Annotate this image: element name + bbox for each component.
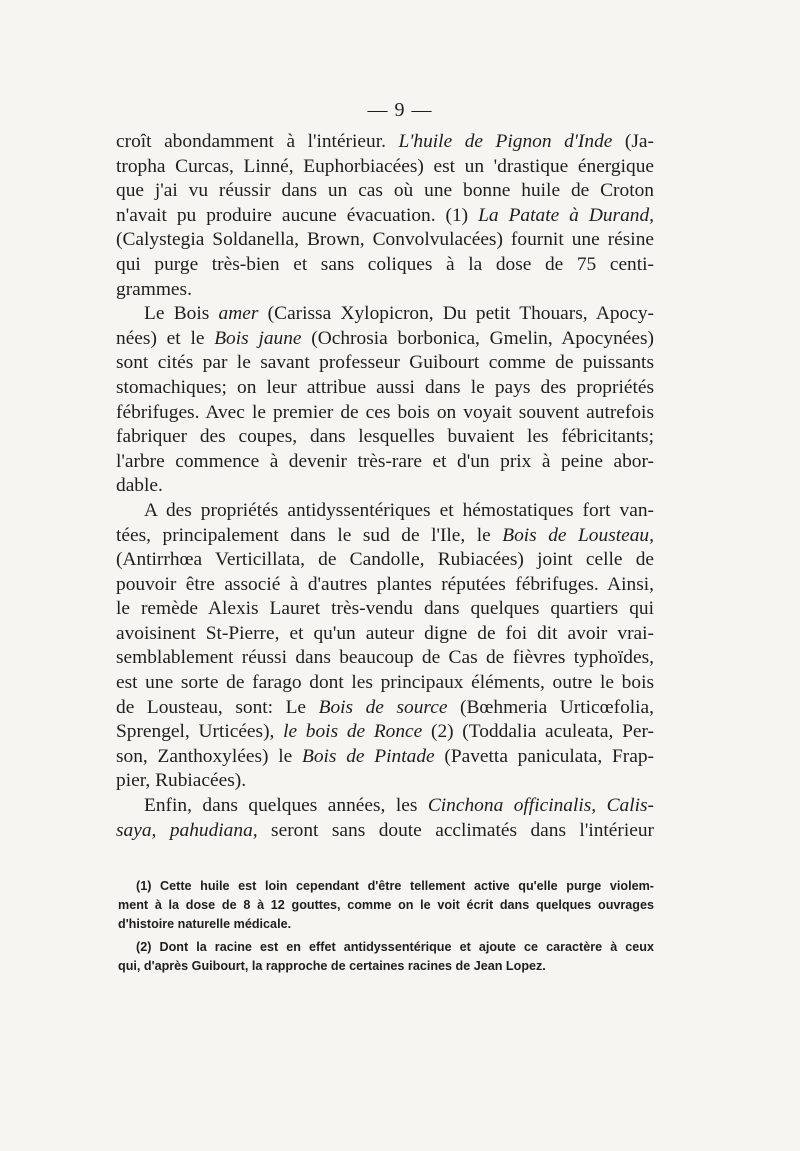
footnote-line: qui, d'après Guibourt, la rapproche de certaines racines de Jean Lopez. [118, 958, 546, 973]
text-segment: pouvoir être associé à d'autres plantes réputées fébrifuges. Ainsi, [116, 573, 654, 595]
italic-term: Bois de Lousteau, [502, 524, 654, 546]
text-line [116, 278, 654, 303]
text-line [116, 253, 654, 278]
text-line [116, 376, 654, 401]
text-line [116, 179, 654, 204]
italic-term: Bois de Pintade [302, 745, 435, 767]
text-line [116, 499, 654, 524]
text-segment: (Ochrosia borbonica, Gmelin, Apocynées) [301, 327, 654, 349]
text-line [116, 524, 654, 549]
footnote-line: (2) Dont la racine est en effet antidyssentérique et ajoute ce caractère à ceux [136, 939, 654, 954]
italic-term: La Patate à Durand, [478, 204, 655, 226]
text-line [116, 696, 654, 721]
text-line [116, 597, 654, 622]
text-line [116, 450, 654, 475]
text-segment: Enfin, dans quelques années, les [144, 795, 428, 817]
text-segment: l'arbre commence à devenir très-rare et d'un prix à peine abor- [116, 450, 654, 472]
italic-term: saya, pahudiana, [116, 819, 258, 841]
text-segment: est une sorte de farago dont les principaux éléments, outre le bois [116, 672, 654, 694]
text-line [116, 720, 654, 745]
italic-term: amer [218, 303, 259, 325]
text-line [116, 548, 654, 573]
footnote [118, 938, 654, 976]
text-segment: sont cités par le savant professeur Guibourt comme de puissants [116, 352, 654, 374]
text-line [116, 573, 654, 598]
footnote-line: (1) Cette huile est loin cependant d'être tellement active qu'elle purge violem- [136, 879, 654, 893]
text-segment: (Calystegia Soldanella, Brown, Convolvulacées) fournit une résine [116, 229, 654, 251]
text-line [116, 351, 654, 376]
text-line [116, 425, 654, 450]
text-segment: le remède Alexis Lauret très-vendu dans quelques quartiers qui [116, 598, 654, 620]
text-segment: son, Zanthoxylées) le [116, 745, 302, 767]
text-segment: fabriquer des coupes, dans lesquelles buvaient les fébricitants; [116, 426, 654, 448]
text-segment: n'avait pu produire aucune évacuation. (1) [116, 204, 479, 226]
text-segment: Sprengel, Urticées), [116, 721, 284, 743]
text-line [116, 401, 654, 426]
text-line [116, 646, 654, 671]
page-number: — 9 — [367, 99, 433, 121]
text-segment: (Ja- [612, 131, 654, 152]
text-line [116, 819, 654, 844]
text-segment: (Pavetta paniculata, Frap- [434, 745, 654, 767]
text-segment: (Antirrhœa Verticillata, de Candolle, Rubiacées) joint celle de [116, 549, 654, 571]
italic-term: Cinchona officinalis, Calis- [427, 795, 655, 817]
text-segment: A des propriétés antidyssentériques et hémostatiques fort van- [144, 499, 654, 521]
text-segment: pier, Rubiacées). [116, 770, 247, 792]
italic-term: Bois jaune [214, 327, 302, 349]
text-segment: fébrifuges. Avec le premier de ces bois on voyait souvent autrefois [116, 401, 654, 423]
text-segment: nées) et le [116, 327, 215, 349]
text-segment: grammes. [116, 278, 192, 300]
text-line [116, 769, 654, 794]
text-segment: de Lousteau, sont: Le [116, 696, 319, 718]
text-segment: (Carissa Xylopicron, Du petit Thouars, Apocy- [258, 303, 654, 325]
footnote-line: ment à la dose de 8 à 12 gouttes, comme on le voit écrit dans quelques ouvrages [118, 897, 654, 912]
text-segment: seront sans doute acclimatés dans l'intérieur [257, 819, 654, 841]
text-line [116, 671, 654, 696]
text-segment: (Bœhmeria Urticœfolia, [447, 696, 655, 718]
text-segment: croît abondamment à l'intérieur. [116, 131, 399, 152]
footnote [118, 877, 654, 934]
text-segment: semblablement réussi dans beaucoup de Cas de fièvres typhoïdes, [116, 647, 654, 669]
text-segment: avoisinent St-Pierre, et qu'un auteur digne de foi dit avoir vrai- [116, 622, 654, 644]
text-segment: que j'ai vu réussir dans un cas où une bonne huile de Croton [116, 180, 654, 202]
text-line [116, 302, 654, 327]
text-line [116, 130, 654, 155]
text-segment: stomachiques; on leur attribue aussi dans le pays des propriétés [116, 376, 654, 398]
text-line [116, 155, 654, 180]
italic-term: Bois de source [318, 696, 448, 718]
text-segment: (2) (Toddalia aculeata, Per- [422, 721, 654, 743]
text-line [116, 228, 654, 253]
text-segment: dable. [116, 475, 163, 497]
text-segment: tropha Curcas, Linné, Euphorbiacées) est un 'drastique énergique [116, 155, 654, 177]
text-line [116, 794, 654, 819]
text-segment: tées, principalement dans le sud de l'Ile, le [116, 524, 503, 546]
text-line [116, 622, 654, 647]
text-segment: Le Bois [144, 303, 219, 325]
footnote-line: d'histoire naturelle médicale. [118, 916, 292, 931]
text-line [116, 474, 654, 499]
footnotes [118, 877, 654, 975]
body-text [116, 130, 654, 843]
text-line [116, 327, 654, 352]
text-line [116, 204, 654, 229]
italic-term: L'huile de Pignon d'Inde [398, 131, 613, 152]
italic-term: le bois de Ronce [283, 721, 423, 743]
text-segment: qui purge très-bien et sans coliques à la dose de 75 centi- [116, 253, 654, 275]
text-line [116, 745, 654, 770]
